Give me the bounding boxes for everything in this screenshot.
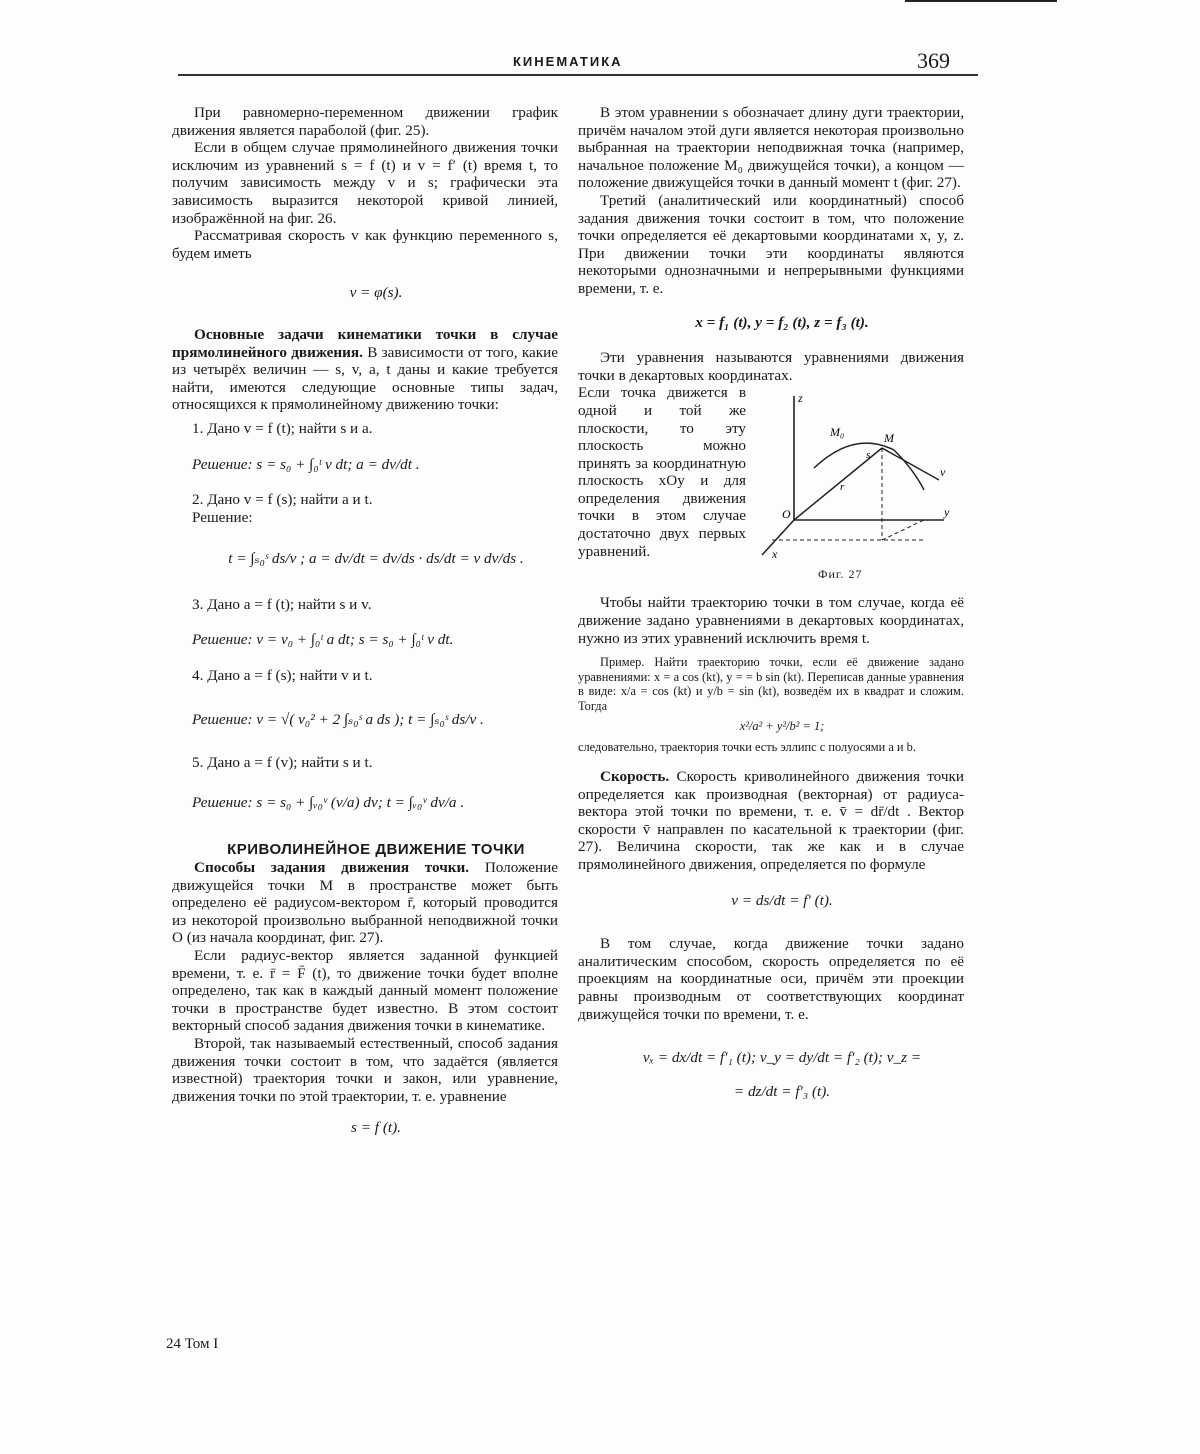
paragraph: Если в общем случае прямолинейного движения точки исключим из уравнений s = f (t) и v = f′ (t) время t, то получим зависимость между v и s; графически эта зависимость выразится некоторой кривой линией, изображённой на фиг. 26.: [172, 139, 558, 227]
running-title: КИНЕМАТИКА: [513, 54, 623, 69]
paragraph-speed: [578, 768, 964, 874]
solution-5: Решение: s = s₀ + ∫ᵥ₀ᵛ (v/a) dv; t = ∫ᵥ₀ᵛ dv/a .: [192, 793, 465, 811]
label-x: x: [772, 547, 778, 562]
projection-line: [882, 520, 924, 540]
section-title: КРИВОЛИНЕЙНОЕ ДВИЖЕНИЕ ТОЧКИ: [227, 841, 525, 859]
paragraph: При равномерно-переменном движении график движения является параболой (фиг. 25).: [172, 104, 558, 139]
formula-s: s = f (t).: [351, 1119, 401, 1137]
velocity-vector: [882, 448, 939, 480]
label-m0: M₀: [830, 425, 845, 440]
formula-solution-2: t = ∫ₛ₀ˢ ds/v ; a = dv/dt = dv/ds · ds/dt = v dv/ds .: [228, 550, 524, 568]
figure-caption: Фиг. 27: [818, 567, 863, 582]
page-header: [178, 48, 978, 82]
tasks-heading: Основные задачи кинематики точки в случае прямолинейного движения.: [172, 325, 558, 361]
footer-signature: 24 Том I: [166, 1336, 219, 1352]
header-rule: [178, 74, 978, 76]
paragraph-tasks: [172, 326, 558, 414]
formula-projections-2: = dz/dt = f′₃ (t).: [733, 1082, 831, 1100]
page-number: 369: [917, 48, 950, 73]
label-z: z: [798, 391, 803, 406]
formula-projections-1: vₓ = dx/dt = f′₁ (t); v_y = dy/dt = f′₂ (t); v_z =: [642, 1049, 922, 1067]
paragraph: Если радиус-вектор является заданной функцией времени, т. е. r̄ = F̄ (t), то движение точки будет вполне определено, так как в каждый данный момент положение точки в пространстве будет известно. В этом состоит векторный способ задания движения точки в кинематике.: [172, 947, 558, 1035]
paragraph: Если точка движется в одной и той же плоскости, то эту плоскость можно принять за координатную плоскость xOy и для определения движения точки в этом случае достаточно двух первых уравнений.: [578, 384, 746, 560]
task-5: 5. Дано a = f (v); найти s и t.: [192, 754, 373, 772]
formula-speed: v = ds/dt = f′ (t).: [731, 891, 833, 909]
left-column: [172, 104, 558, 1137]
top-edge-rule: [905, 0, 1057, 2]
speed-text: Скорость криволинейного движения точки определяется как производная (векторная) от радиуса-вектора этой точки по времени, т. е. v̄ = dr̄/dt . Вектор скорости v̄ направлен по касательной к траектории (фиг. 27). Величина скорости, так же как и в случае прямолинейного движения, определяется по формуле: [578, 768, 965, 874]
paragraph: Рассматривая скорость v как функцию переменного s, будем иметь: [172, 227, 558, 262]
task-4: 4. Дано a = f (s); найти v и t.: [192, 667, 373, 685]
label-s: s: [866, 449, 871, 462]
label-v: v: [940, 465, 946, 480]
tasks-intro: В зависимости от того, какие из четырёх величин — s, v, a, t даны и какие требуется найти, имеются следующие основные типы задач, относящихся к прямолинейному движению точки:: [172, 343, 559, 414]
paragraph: Второй, так называемый естественный, способ задания движения точки состоит в том, что задаётся (является известной) траектория точки и закон, или уравнение, движения точки по этой траектории, т. е. уравнение: [172, 1034, 558, 1105]
task-1: 1. Дано v = f (t); найти s и a.: [192, 419, 373, 437]
x-axis: [762, 520, 794, 555]
formula-v-phi: v = φ(s).: [349, 284, 403, 302]
paragraph: В том случае, когда движение точки задано аналитическим способом, скорость определяется по её проекциям на координатные оси, причём эти проекции равны производным от соответствующих координат движущейся точки по времени, т. е.: [578, 935, 964, 1023]
task-2: 2. Дано v = f (s); найти a и t.: [192, 491, 373, 509]
paragraph: В этом уравнении s обозначает длину дуги траектории, причём началом этой дуги является некоторая произвольно выбранная на траектории неподвижная точка (например, начальное положение M₀ движущейся точки), а концом — положение движущейся точки в данный момент t (фиг. 27).: [578, 104, 964, 192]
solution-2-label: Решение:: [192, 508, 253, 526]
speed-heading: Скорость.: [600, 768, 670, 786]
example-conclusion: следовательно, траектория точки есть эллипс с полуосями a и b.: [578, 739, 916, 754]
paragraph-methods: [172, 859, 558, 947]
example-text: Пример. Найти траекторию точки, если её движение задано уравнениями: x = a cos (kt), y = = b sin (kt). Переписав данные уравнения в виде: x/a = cos (kt) и y/b = sin (kt), возведём их в квадрат и сложим. Тогда: [578, 655, 964, 713]
methods-text: Положение движущейся точки M в пространстве может быть определено её радиусом-вектором r̄, который проводится из некоторой произвольно выбранной неподвижной точки O (из начала координат, фиг. 27).: [172, 859, 558, 947]
paragraph: Чтобы найти траекторию точки в том случае, когда её движение задано уравнениями в декартовых координатах, нужно из этих уравнений исключить время t.: [578, 594, 964, 647]
solution-3: Решение: v = v₀ + ∫₀ᵗ a dt; s = s₀ + ∫₀ᵗ v dt.: [192, 631, 454, 649]
right-column: [578, 104, 964, 1100]
figure-27: [754, 390, 964, 590]
solution-4: Решение: v = √( v₀² + 2 ∫ₛ₀ˢ a ds ); t = ∫ₛ₀ˢ ds/v .: [192, 710, 484, 728]
paragraph: Третий (аналитический или координатный) способ задания движения точки состоит в том, что положение точки определяется её декартовыми координатами x, y, z. При движении точки эти координаты являются некоторыми однозначными и непрерывными функциями времени, т. е.: [578, 191, 964, 297]
task-3: 3. Дано a = f (t); найти s и v.: [192, 595, 372, 613]
label-y: y: [944, 505, 950, 520]
paragraph: Эти уравнения называются уравнениями движения точки в декартовых координатах.: [578, 349, 964, 384]
example-formula: x²/a² + y²/b² = 1;: [739, 719, 825, 734]
label-o: O: [782, 507, 791, 522]
methods-heading: Способы задания движения точки.: [194, 859, 470, 877]
solution-1: Решение: s = s₀ + ∫₀ᵗ v dt; a = dv/dt .: [192, 455, 420, 473]
formula-xyz: x = f₁ (t), y = f₂ (t), z = f₃ (t).: [695, 313, 869, 331]
label-m: M: [884, 431, 894, 446]
label-r: r: [840, 481, 845, 494]
trajectory-diagram: [754, 390, 964, 570]
